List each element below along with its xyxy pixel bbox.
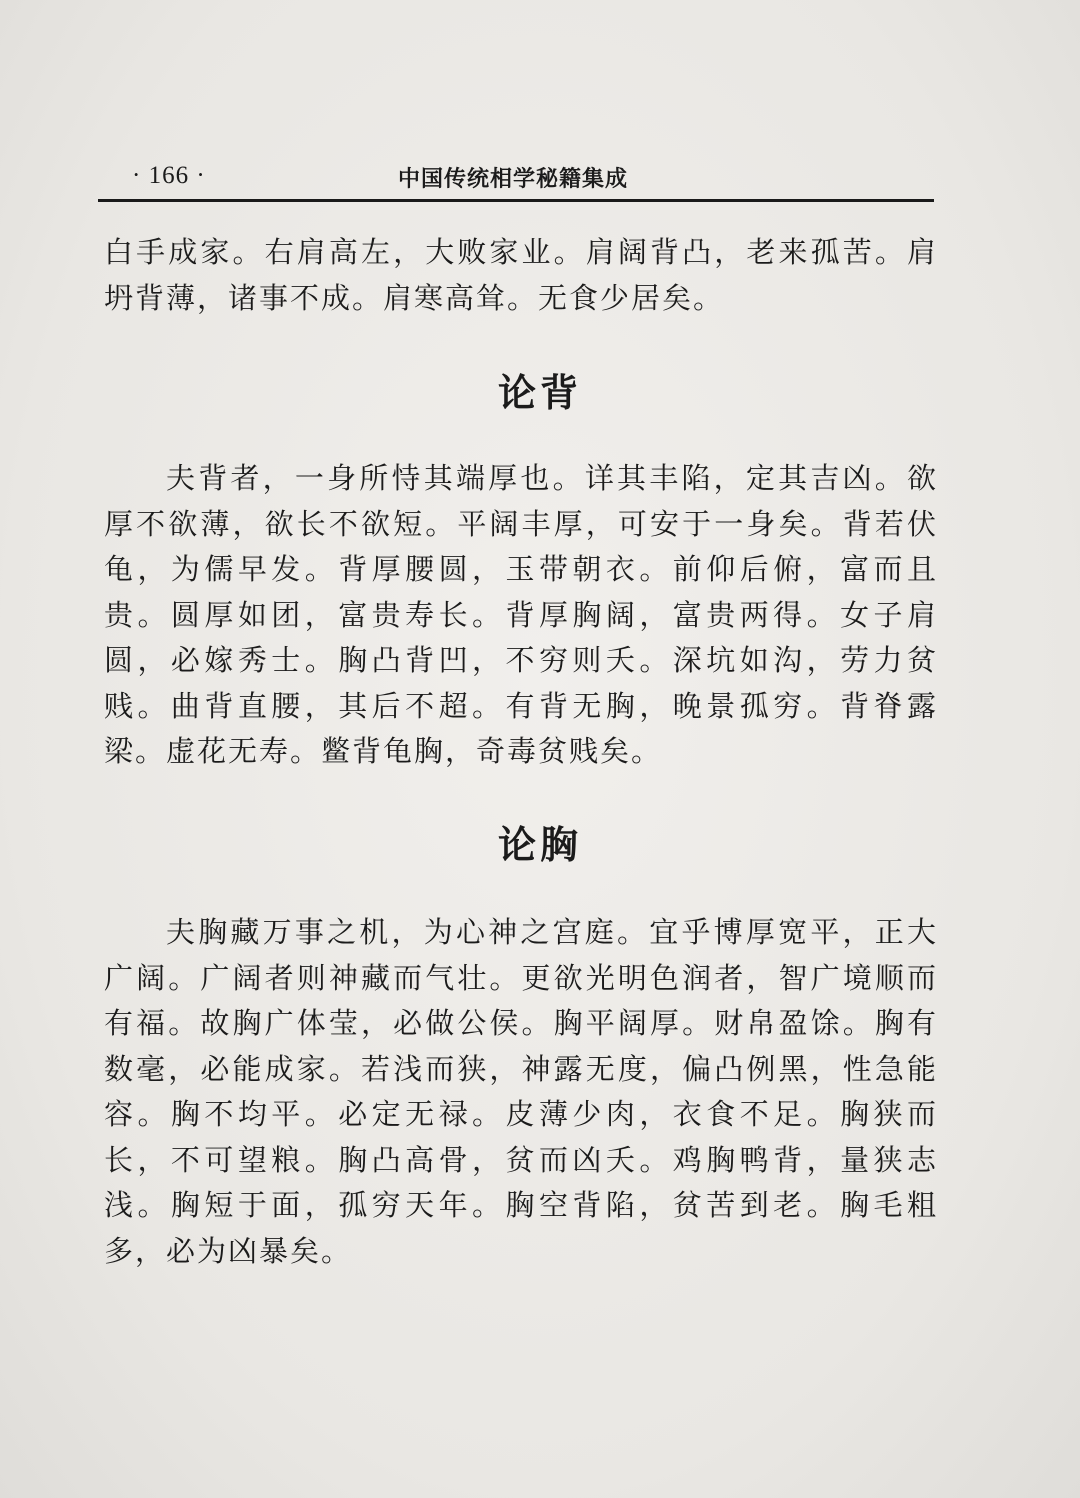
- page-header: [100, 160, 934, 200]
- section-heading-back: 论背: [497, 370, 582, 415]
- section-heading-chest: 论胸: [497, 822, 582, 867]
- section-back-text: 夫背者，一身所恃其端厚也。详其丰陷，定其吉凶。欲厚不欲薄，欲长不欲短。平阔丰厚，可安于一身矣。背若伏龟，为儒早发。背厚腰圆，玉带朝衣。前仰后俯，富而且贵。圆厚如团，富贵寿长。背厚胸阔，富贵两得。女子肩圆，必嫁秀士。胸凸背凹，不穷则夭。深坑如沟，劳力贫贱。曲背直腰，其后不超。有背无胸，晚景孤穷。背脊露梁。虚花无寿。鳖背龟胸，奇毒贫贱矣。: [104, 461, 938, 768]
- continuation-paragraph: [104, 230, 938, 321]
- section-chest-text: 夫胸藏万事之机，为心神之宫庭。宜乎博厚宽平，正大广阔。广阔者则神藏而气壮。更欲光明色润者，智广境顺而有福。故胸广体莹，必做公侯。胸平阔厚。财帛盈馀。胸有数毫，必能成家。若浅而狭，神露无度，偏凸例黑，性急能容。胸不均平。必定无禄。皮薄少肉，衣食不足。胸狭而长，不可望粮。胸凸高骨，贫而凶夭。鸡胸鸭背，量狭志浅。胸短于面，孤穷天年。胸空背陷，贫苦到老。胸毛粗多，必为凶暴矣。: [104, 915, 938, 1268]
- section-chest-paragraph: [104, 910, 938, 1274]
- running-title: 中国传统相学秘籍集成: [398, 166, 629, 192]
- section-back-paragraph: [104, 456, 938, 775]
- header-rule: [98, 199, 934, 202]
- continuation-text: 白手成家。右肩高左，大败家业。肩阔背凸，老来孤苦。肩坍背薄，诸事不成。肩寒高耸。无食少居矣。: [104, 235, 938, 315]
- page-number: · 166 ·: [132, 162, 206, 189]
